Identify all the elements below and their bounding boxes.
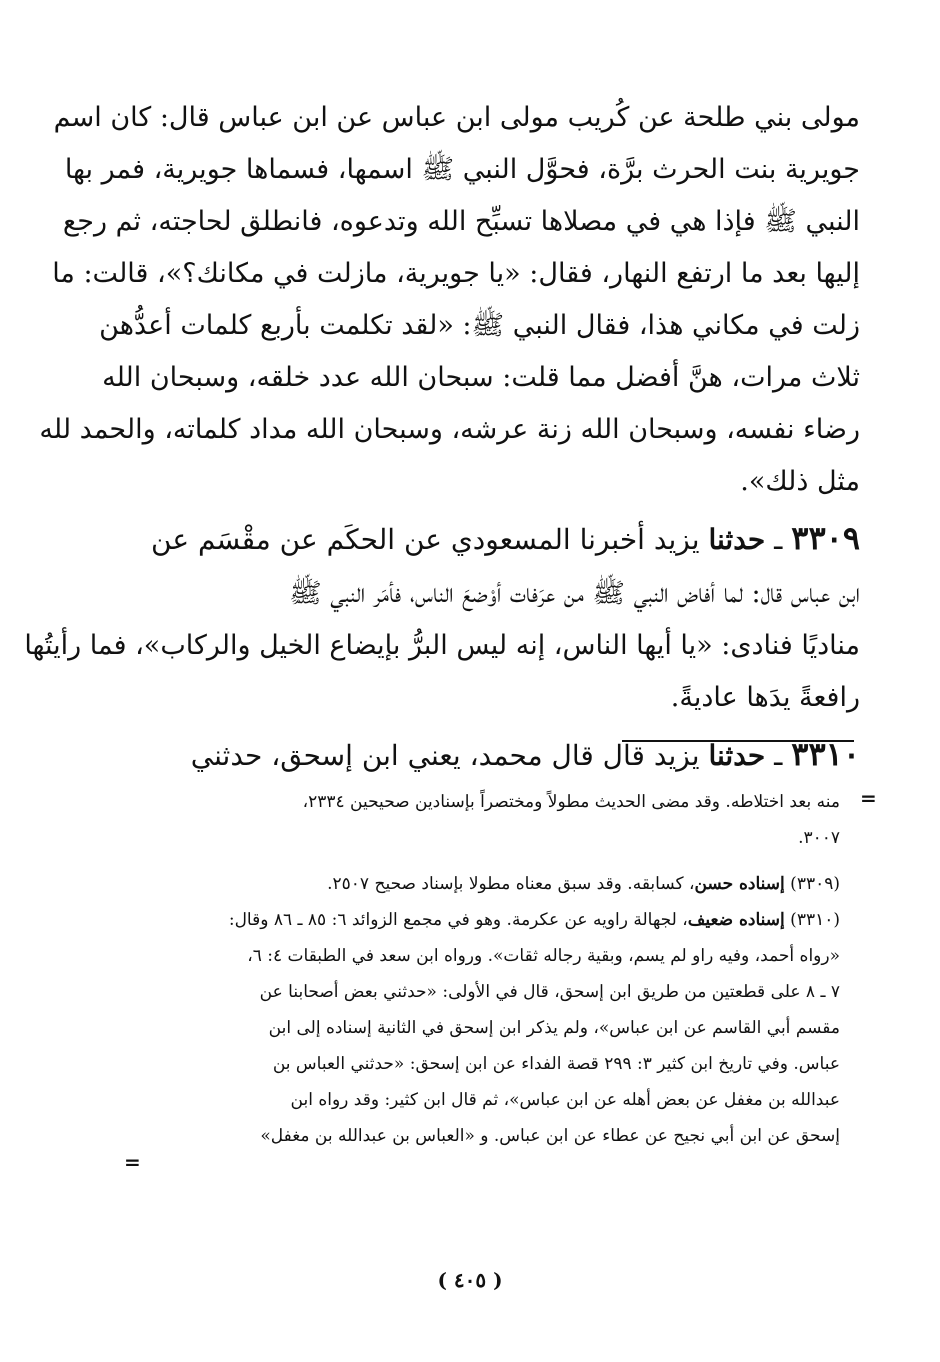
footnote-line: عبدالله بن مغفل عن بعض أهله عن ابن عباس»، ثم قال ابن كثير: وقد رواه ابن <box>290 1090 840 1110</box>
footnote-line: إسحق عن ابن أبي نجيح عن عطاء عن ابن عباس. و «العباس بن عبدالله بن مغفل» <box>260 1126 840 1146</box>
continuation-marker: = <box>860 786 877 810</box>
footnote-line: منه بعد اختلاطه. وقد مضى الحديث مطولاً ومختصراً بإسنادين صحيحين ٢٣٣٤، <box>302 792 840 812</box>
hadith-3310-heading <box>140 724 860 784</box>
footnote-3310 <box>150 902 840 938</box>
text-line: ابن عباس قال: لما أفاض النبي ﷺ من عرَفات أوْضعَ الناس، فأمَر النبي ﷺ <box>289 578 860 609</box>
text-line: رضاء نفسه، وسبحان الله زنة عرشه، وسبحان الله مداد كلماته، والحمد لله <box>39 414 860 445</box>
footnote-grade: إسناده ضعيف <box>687 910 785 930</box>
text-line: زلت في مكاني هذا، فقال النبي ﷺ: «لقد تكلمت بأربع كلمات أعدُّهن <box>99 310 860 341</box>
footnote-line: مقسم أبي القاسم عن ابن عباس»، ولم يذكر ابن إسحق في الثانية إسناده إلى ابن <box>268 1018 840 1038</box>
hadith-3309-heading <box>140 508 860 568</box>
footnote-3309 <box>150 866 840 902</box>
footnote-line: عباس. وفي تاريخ ابن كثير ٣: ٢٩٩ قصة الفداء عن ابن إسحق: «حدثني العباس بن <box>272 1054 840 1074</box>
text-line: جويرية بنت الحرث برَّة، فحوَّل النبي ﷺ اسمها، فسماها جويرية، فمر بها <box>64 154 860 185</box>
hadith-text: يزيد أخبرنا المسعودي عن الحكَم عن مقْسَم عن <box>151 523 709 556</box>
footnotes <box>150 784 840 1154</box>
text-line: مولى بني طلحة عن كُريب مولى ابن عباس عن ابن عباس قال: كان اسم <box>53 102 860 133</box>
main-text <box>24 92 860 784</box>
hadith-text: يزيد قال قال محمد، يعني ابن إسحق، حدثني <box>190 739 709 772</box>
hadith-lead-word: حدثنا <box>708 739 766 772</box>
hadith-number: ٣٣١٠ <box>791 735 860 773</box>
hadith-number: ٣٣٠٩ <box>791 519 860 557</box>
footnote-separator <box>622 740 854 742</box>
footnote-line: ٣٠٠٧. <box>798 828 840 848</box>
hadith-lead-word: حدثنا <box>708 523 766 556</box>
footnote-line: «رواه أحمد، وفيه راو لم يسم، وبقية رجاله ثقات». ورواه ابن سعد في الطبقات ٤: ٦، <box>247 946 840 966</box>
page-number: ( ٤٠٥ ) <box>437 1268 503 1292</box>
text-line: مناديًا فنادى: «يا أيها الناس، إنه ليس البرُّ بإيضاع الخيل والركاب»، فما رأيتُها <box>24 630 860 661</box>
footnote-text: ، لجهالة راويه عن عكرمة. وهو في مجمع الزوائد ٦: ٨٥ ـ ٨٦ وقال: <box>228 910 688 930</box>
footnote-line: ٧ ـ ٨ على قطعتين من طريق ابن إسحق، قال في الأولى: «حدثني بعض أصحابنا عن <box>259 982 840 1002</box>
footnote-grade: إسناده حسن <box>694 874 785 894</box>
text-line: إليها بعد ما ارتفع النهار، فقال: «يا جويرية، مازلت في مكانك؟»، قالت: ما <box>52 258 860 289</box>
footnote-ref: (٣٣١٠) <box>784 910 840 930</box>
hadith-dash: ـ <box>765 739 792 772</box>
text-line: ثلاث مرات، هنَّ أفضل مما قلت: سبحان الله عدد خلقه، وسبحان الله <box>102 362 860 393</box>
text-line: رافعةً يدَها عاديةً. <box>670 682 860 713</box>
footnote-text: ، كسابقه. وقد سبق معناه مطولا بإسناد صحيح ٢٥٠٧. <box>327 874 695 894</box>
text-line: النبي ﷺ فإذا هي في مصلاها تسبِّح الله وتدعوه، فانطلق لحاجته، ثم رجع <box>62 206 860 237</box>
text-line: مثل ذلك». <box>740 466 860 497</box>
footnote-ref: (٣٣٠٩) <box>784 874 840 894</box>
hadith-dash: ـ <box>765 523 792 556</box>
continuation-marker: = <box>124 1150 141 1174</box>
